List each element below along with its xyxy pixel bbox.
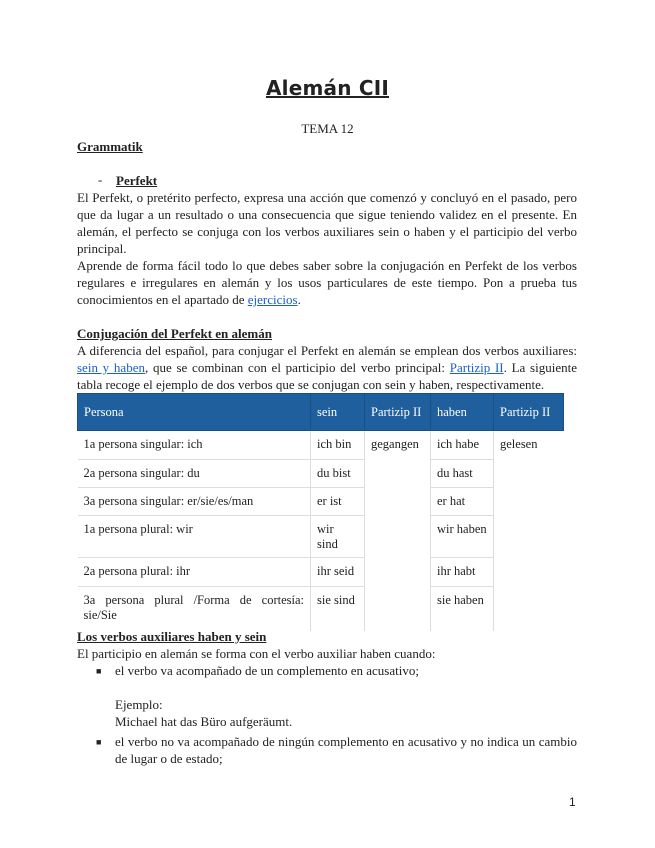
cell-persona: 3a persona plural /Forma de cortesía: sie/Sie: [78, 587, 311, 631]
cell-persona: 1a persona singular: ich: [78, 431, 311, 460]
bullet-square-icon: ■: [96, 666, 102, 676]
intro-paragraph: El Perfekt, o pretérito perfecto, expresa una acción que comenzó y concluyó en el pasado, pero que da lugar a un resultado o una consecuencia que sigue teniendo validez en el presente. En alemán, el perfecto se conjuga con los verbos auxiliares sein o haben y el participio del verbo principal.: [77, 190, 577, 256]
cell-haben: du hast: [431, 460, 494, 488]
cell-participle-sein: gegangen: [365, 431, 431, 631]
aprende-text: Aprende de forma fácil todo lo que debes saber sobre la conjugación en Perfekt de los verbos regulares e irregulares en alemán y los usos particulares de este tiempo. Pon a prueba tus conocimientos en el apartado de: [77, 258, 577, 307]
header-partizip-sein: Partizip II: [365, 394, 431, 431]
example-label: Ejemplo:: [115, 697, 163, 712]
tema-label: TEMA 12: [301, 121, 354, 136]
bullet-item-1: el verbo va acompañado de un complemento en acusativo;: [115, 663, 419, 678]
cell-persona: 2a persona plural: ihr: [78, 558, 311, 587]
cell-sein: du bist: [311, 460, 365, 488]
page-number: 1: [569, 795, 576, 809]
cell-sein: ich bin: [311, 431, 365, 460]
cell-sein: sie sind: [311, 587, 365, 631]
conjugacion-text-2: , que se combinan con el participio del verbo principal:: [144, 360, 450, 375]
table-row: [78, 587, 564, 631]
auxiliares-intro: El participio en alemán se forma con el verbo auxiliar haben cuando:: [77, 646, 436, 661]
cell-haben: wir haben: [431, 516, 494, 558]
ejercicios-link[interactable]: ejercicios: [247, 292, 298, 307]
conjugacion-paragraph: [77, 342, 577, 393]
subheading-perfekt: Perfekt: [116, 173, 158, 188]
table-header-row: [78, 394, 564, 431]
cell-haben: ich habe: [431, 431, 494, 460]
cell-persona: 2a persona singular: du: [78, 460, 311, 488]
table-row: [78, 460, 564, 488]
section-heading-conjugacion: Conjugación del Perfekt en alemán: [77, 326, 272, 341]
bullet-item-2: el verbo no va acompañado de ningún complemento en acusativo y no indica un cambio de lugar o de estado;: [115, 734, 577, 766]
section-heading-grammatik: Grammatik: [77, 139, 143, 154]
cell-participle-haben: gelesen: [500, 437, 538, 451]
conjugation-table: [77, 393, 564, 631]
aprende-paragraph: [77, 257, 577, 308]
partizip-link[interactable]: Partizip II: [449, 360, 504, 375]
conjugacion-text-1: A diferencia del español, para conjugar el Perfekt en alemán se emplean dos verbos auxiliares:: [77, 343, 577, 358]
cell-haben: sie haben: [431, 587, 494, 631]
section-heading-auxiliares: Los verbos auxiliares haben y sein: [77, 629, 267, 644]
cell-sein: er ist: [311, 488, 365, 516]
cell-persona: 1a persona plural: wir: [78, 516, 311, 558]
document-title: Alemán CII: [266, 76, 389, 100]
conjugacion-text-3: . La siguiente tabla recoge el ejemplo de dos verbos que se conjugan con sein y haben, respectivamente.: [77, 360, 577, 392]
list-dash: -: [98, 172, 103, 187]
example-text: Michael hat das Büro aufgeräumt.: [115, 714, 293, 729]
cell-haben: er hat: [431, 488, 494, 516]
cell-haben: ihr habt: [431, 558, 494, 587]
cell-sein: wir sind: [311, 516, 365, 558]
aprende-end: .: [297, 292, 301, 307]
cell-sein: ihr seid: [311, 558, 365, 587]
sein-haben-link[interactable]: sein y haben: [77, 360, 145, 375]
header-sein: sein: [311, 394, 365, 431]
header-partizip-haben: Partizip II: [494, 394, 564, 431]
table-row: [78, 558, 564, 587]
table-row: [78, 516, 564, 558]
bullet-square-icon: ■: [96, 737, 102, 747]
table-row: [78, 488, 564, 516]
table-row: [78, 431, 564, 460]
cell-persona: 3a persona singular: er/sie/es/man: [78, 488, 311, 516]
header-haben: haben: [431, 394, 494, 431]
header-persona: Persona: [78, 394, 311, 431]
